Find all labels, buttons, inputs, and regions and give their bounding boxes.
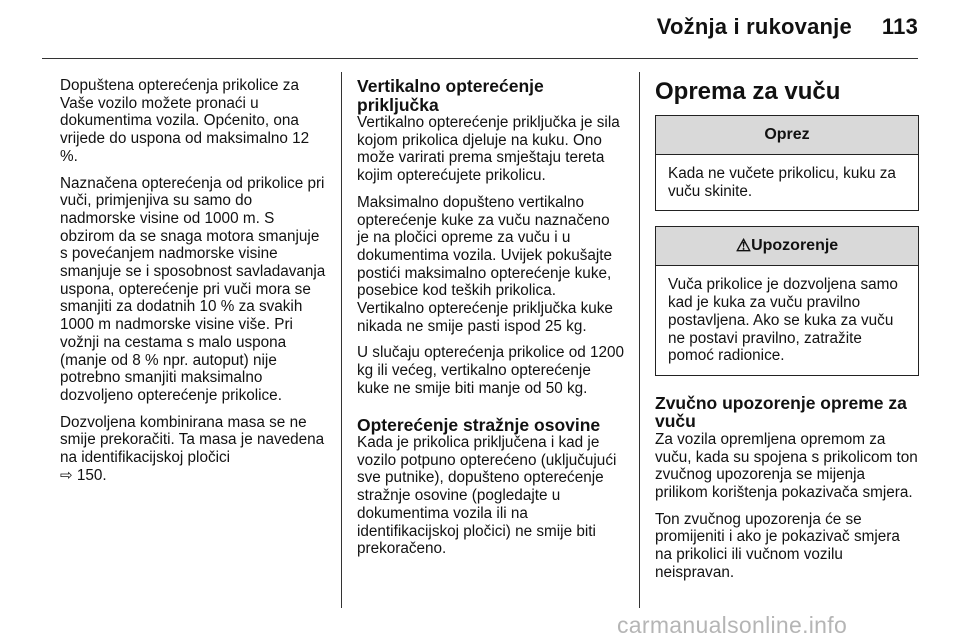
header-divider — [42, 58, 918, 59]
paragraph: U slučaju opterećenja prikolice od 1200 kg ili većeg, vertikalno opterećenje kuke ne smije biti manje od 50 kg. — [357, 344, 625, 397]
warning-box — [655, 226, 919, 376]
page-header — [657, 14, 918, 40]
warning-text: Vuča prikolice je dozvoljena samo kad je kuka za vuču pravilno postavljena. Ako se kuka za vuču ne postavi pravilno, zatražite pomoć radionice. — [668, 276, 898, 365]
paragraph: Maksimalno dopušteno vertikalno opterećenje kuke za vuču naznačeno je na pločici opreme za vuču i u dokumentima vozila. Uvijek pokušajte postići maksimalno opterećenje kuke, posebice kod teških prikolica. Vertikalno opterećenje priključka kuke nikada ne smije pasti ispod 25 kg. — [357, 193, 613, 335]
paragraph-text: Dozvoljena kombinirana masa se ne smije prekoračiti. Ta masa je navedena na identifikacijskoj pločici — [60, 413, 325, 467]
paragraph: Vertikalno opterećenje priključka je sila kojom prikolica djeluje na kuku. Ono može varirati prema smještaju tereta kojim opterećujete prikolicu. — [357, 114, 620, 185]
caution-box — [655, 115, 919, 211]
paragraph: Ton zvučnog upozorenja će se promijeniti i ako je pokazivač smjera na prikolici ili vučnom vozilu neispravan. — [655, 510, 900, 581]
section-heading: Opterećenje stražnje osovine — [357, 414, 601, 435]
warning-header — [656, 227, 918, 266]
section-title: Oprema za vuču — [655, 78, 841, 105]
arrow-reference-icon: ⇨ — [60, 466, 73, 484]
column-1 — [60, 77, 330, 493]
column-divider-2 — [639, 72, 640, 608]
paragraph: Za vozila opremljena opremom za vuču, kada su spojena s prikolicom ton zvučnog upozorenja se mijenja prilikom korištenja pokazivača smjera. — [655, 430, 918, 502]
section-heading: Vertikalno opterećenje priključka — [357, 76, 544, 115]
paragraph — [60, 414, 330, 485]
caution-text: Kada ne vučete prikolicu, kuku za vuču skinite. — [668, 165, 896, 200]
column-3 — [655, 77, 919, 591]
warning-triangle-icon: ⚠ — [735, 236, 752, 256]
section-heading: Zvučno upozorenje opreme za vuču — [655, 392, 907, 432]
column-2 — [357, 77, 625, 567]
warning-title: Upozorenje — [751, 237, 839, 255]
page-reference-link[interactable]: 150. — [76, 466, 107, 484]
watermark: carmanualsonline.info — [617, 612, 848, 638]
chapter-title: Vožnja i rukovanje — [656, 14, 852, 39]
page-number: 113 — [881, 14, 918, 39]
column-divider-1 — [341, 72, 342, 608]
paragraph: Kada je prikolica priključena i kad je vozilo potpuno opterećeno (uključujući sve putnike), dopušteno opterećenje stražnje osovine (pogledajte u dokumentima vozila ili na identifikacijskoj pločici) ne smije biti prekoračeno. — [357, 434, 617, 558]
paragraph: Naznačena opterećenja od prikolice pri vuči, primjenjiva su samo do nadmorske visine od 1000 m. S obzirom da se snaga motora smanjuje s povećanjem nadmorske visine smanjuje se i sposobnost savladavanja uspona, opterećenje pri vuči mora se smanjiti za dodatnih 10 % za svakih 1000 m nadmorske visine više. Pri vožnji na cestama s malo uspona (manje od 8 % npr. autoput) nije potrebno smanjiti maksimalno dozvoljeno opterećenje prikolice. — [60, 174, 326, 404]
paragraph: Dopuštena opterećenja prikolice za Vaše vozilo možete pronaći u dokumentima vozila. Općenito, ona vrijede do uspona od maksimalno 12 %. — [60, 77, 310, 165]
caution-title: Oprez — [656, 116, 918, 155]
